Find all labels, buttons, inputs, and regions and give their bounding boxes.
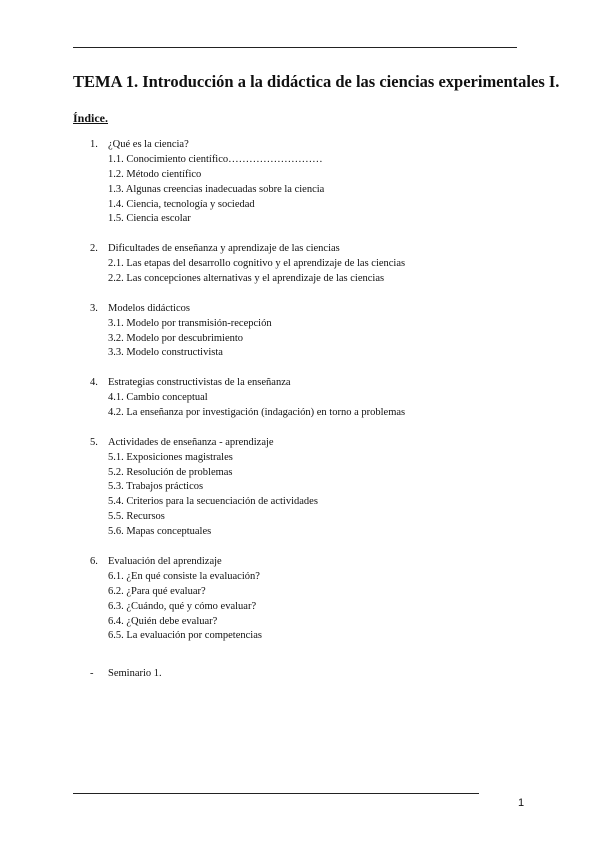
seminar-bullet: - xyxy=(90,668,94,679)
toc-subsection: 6.3. ¿Cuándo, qué y cómo evaluar? xyxy=(108,600,257,612)
toc-subsection: 5.3. Trabajos prácticos xyxy=(108,481,204,493)
toc-subsection: 3.1. Modelo por transmisión-recepción xyxy=(108,317,272,329)
toc-subsection: 6.1. ¿En qué consiste la evaluación? xyxy=(108,570,260,582)
toc-section-number: 1. xyxy=(90,139,98,150)
toc-section-title: Dificultades de enseñanza y aprendizaje de las ciencias xyxy=(108,243,340,255)
toc-section-heading xyxy=(0,302,600,317)
toc-subsection: 4.2. La enseñanza por investigación (indagación) en torno a problemas xyxy=(108,407,406,419)
toc-subsection: 5.6. Mapas conceptuales xyxy=(108,526,212,538)
toc-subsection: 5.1. Exposiciones magistrales xyxy=(108,451,233,463)
toc-subsection: 1.5. Ciencia escolar xyxy=(108,213,191,225)
toc-subsection: 5.4. Criterios para la secuenciación de actividades xyxy=(108,496,318,508)
page-number: 1 xyxy=(518,797,525,809)
toc-subsection: 1.4. Ciencia, tecnología y sociedad xyxy=(108,198,255,210)
toc-section xyxy=(0,138,600,227)
toc-subsection: 4.1. Cambio conceptual xyxy=(108,392,208,404)
toc-section-number: 3. xyxy=(90,302,98,314)
toc-section-title: Actividades de enseñanza - aprendizaje xyxy=(108,436,274,448)
toc-section-heading xyxy=(0,242,600,257)
toc-section-title: Modelos didácticos xyxy=(108,302,190,314)
toc-subsection: 6.5. La evaluación por competencias xyxy=(108,630,262,642)
toc-subsection: 2.1. Las etapas del desarrollo cognitivo y el aprendizaje de las ciencias xyxy=(108,258,406,270)
toc-section xyxy=(0,376,600,421)
toc-section xyxy=(0,302,600,362)
toc-subsection: 5.2. Resolución de problemas xyxy=(108,466,233,478)
toc-section-heading xyxy=(0,555,600,570)
toc-subsection: 3.3. Modelo constructivista xyxy=(108,347,223,359)
page-title: TEMA 1. Introducción a la didáctica de las ciencias experimentales I. xyxy=(73,72,560,91)
toc-section-heading xyxy=(0,436,600,451)
toc-section-title: ¿Qué es la ciencia? xyxy=(108,139,189,150)
toc-section-heading xyxy=(0,376,600,391)
toc-subsection: 6.2. ¿Para qué evaluar? xyxy=(108,585,206,597)
toc-subsection: 1.2. Método científico xyxy=(108,168,202,180)
toc-subsection: 1.3. Algunas creencias inadecuadas sobre la ciencia xyxy=(108,183,325,195)
toc-section-title: Estrategias constructivistas de la enseñanza xyxy=(108,377,291,389)
toc-section xyxy=(0,242,600,287)
header-rule xyxy=(73,47,517,48)
toc-section-number: 6. xyxy=(90,555,98,567)
toc-subsection: 2.2. Las concepciones alternativas y el aprendizaje de las ciencias xyxy=(108,273,385,285)
footer-rule xyxy=(73,793,479,794)
toc-subsection: 5.5. Recursos xyxy=(108,511,165,523)
toc-section-number: 2. xyxy=(90,243,98,255)
seminar-label: Seminario 1. xyxy=(108,668,162,679)
toc-subsection: 3.2. Modelo por descubrimiento xyxy=(108,332,244,344)
toc-section-number: 5. xyxy=(90,436,98,448)
toc-subsection: 6.4. ¿Quién debe evaluar? xyxy=(108,615,218,627)
index-heading: Índice. xyxy=(73,111,109,125)
toc-section-title: Evaluación del aprendizaje xyxy=(108,555,222,567)
toc-section xyxy=(0,555,600,644)
toc-section xyxy=(0,436,600,540)
toc-section-heading xyxy=(0,138,600,153)
toc-section-number: 4. xyxy=(90,377,98,389)
toc-subsection: 1.1. Conocimiento científico……………………… xyxy=(108,153,323,165)
table-of-contents xyxy=(0,138,600,659)
